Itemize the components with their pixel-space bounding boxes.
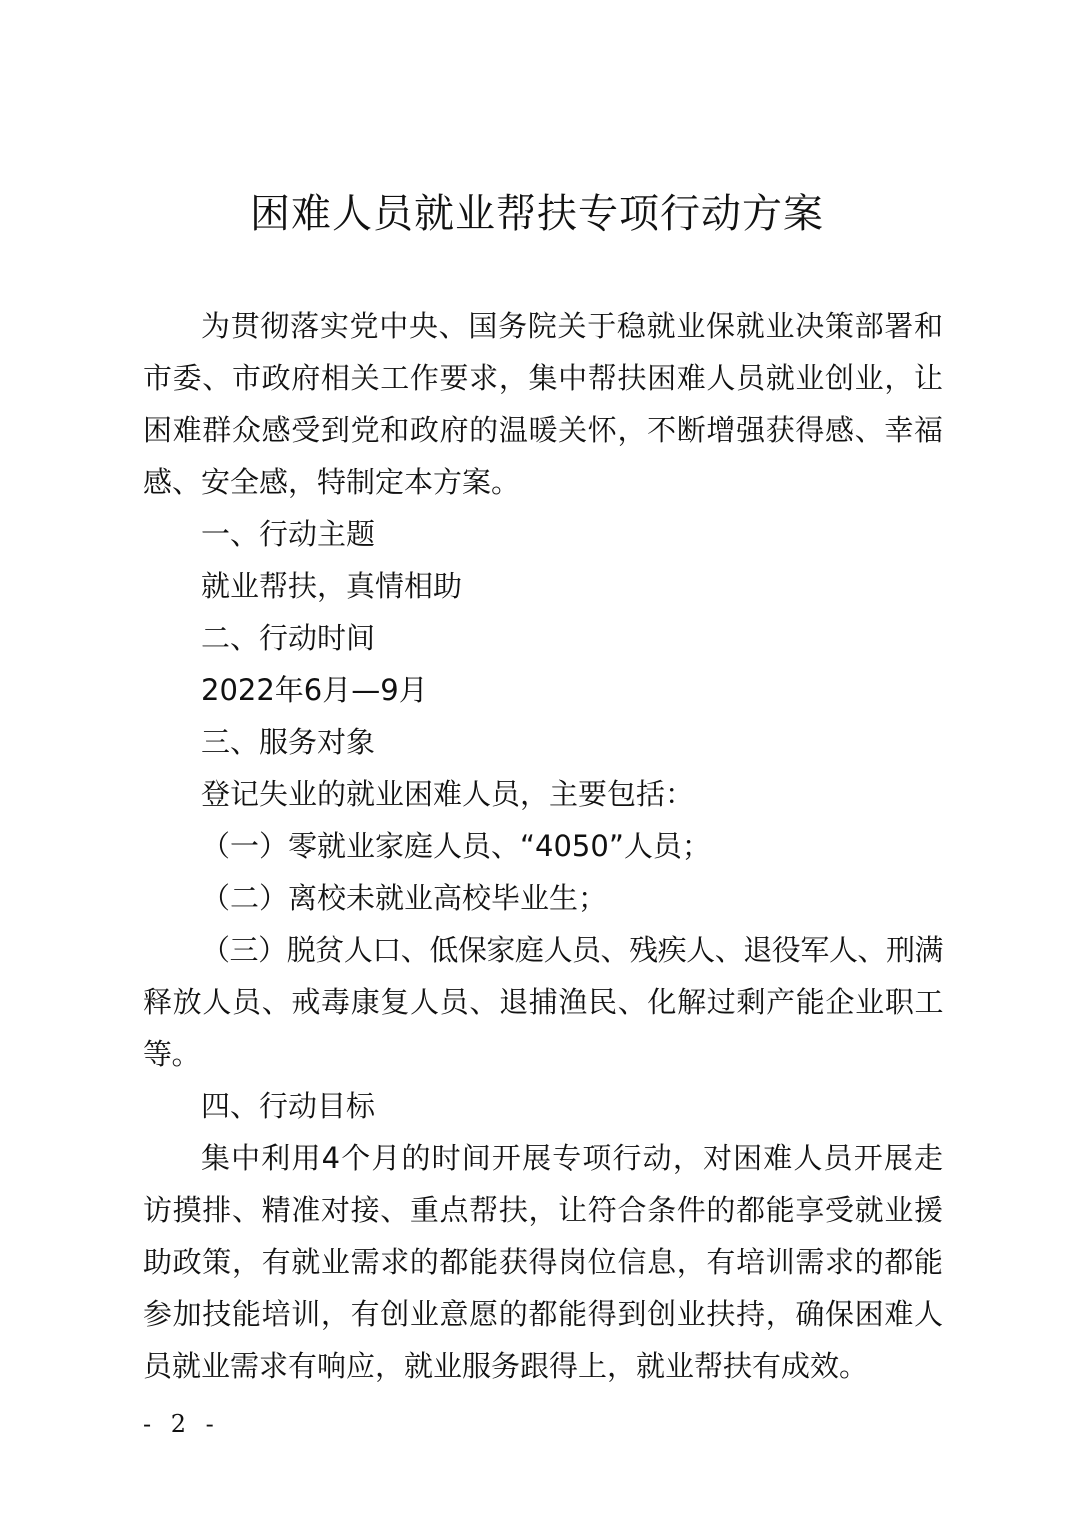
goals-paragraph: 集中利用4个月的时间开展专项行动，对困难人员开展走访摸排、精准对接、重点帮扶，让符合条件的都能享受就业援助政策，有就业需求的都能获得岗位信息，有培训需求的都能参加技能培训，有创业意愿的都能得到创业扶持，确保困难人员就业需求有响应，就业服务跟得上，就业帮扶有成效。 bbox=[143, 1141, 943, 1383]
time-text: 2022年6月—9月 bbox=[201, 673, 428, 707]
page-number: - 2 - bbox=[143, 1410, 220, 1438]
theme-text: 就业帮扶，真情相助 bbox=[201, 569, 463, 603]
target-item-1: （一）零就业家庭人员、“4050”人员； bbox=[201, 829, 711, 863]
section-heading-time: 二、行动时间 bbox=[201, 621, 376, 655]
document-title: 困难人员就业帮扶专项行动方案 bbox=[250, 191, 824, 237]
section-heading-targets: 三、服务对象 bbox=[201, 725, 376, 759]
target-item-3: （三）脱贫人口、低保家庭人员、残疾人、退役军人、刑满释放人员、戒毒康复人员、退捕渔民、化解过剩产能企业职工等。 bbox=[143, 933, 943, 1071]
section-heading-theme: 一、行动主题 bbox=[201, 517, 376, 551]
targets-intro: 登记失业的就业困难人员，主要包括： bbox=[201, 777, 695, 811]
intro-paragraph: 为贯彻落实党中央、国务院关于稳就业保就业决策部署和市委、市政府相关工作要求，集中帮扶困难人员就业创业，让困难群众感受到党和政府的温暖关怀，不断增强获得感、幸福感、安全感，特制定本方案。 bbox=[143, 309, 943, 499]
target-item-2: （二）离校未就业高校毕业生； bbox=[201, 881, 608, 915]
section-heading-goals: 四、行动目标 bbox=[201, 1089, 376, 1123]
document-body bbox=[143, 300, 943, 1392]
